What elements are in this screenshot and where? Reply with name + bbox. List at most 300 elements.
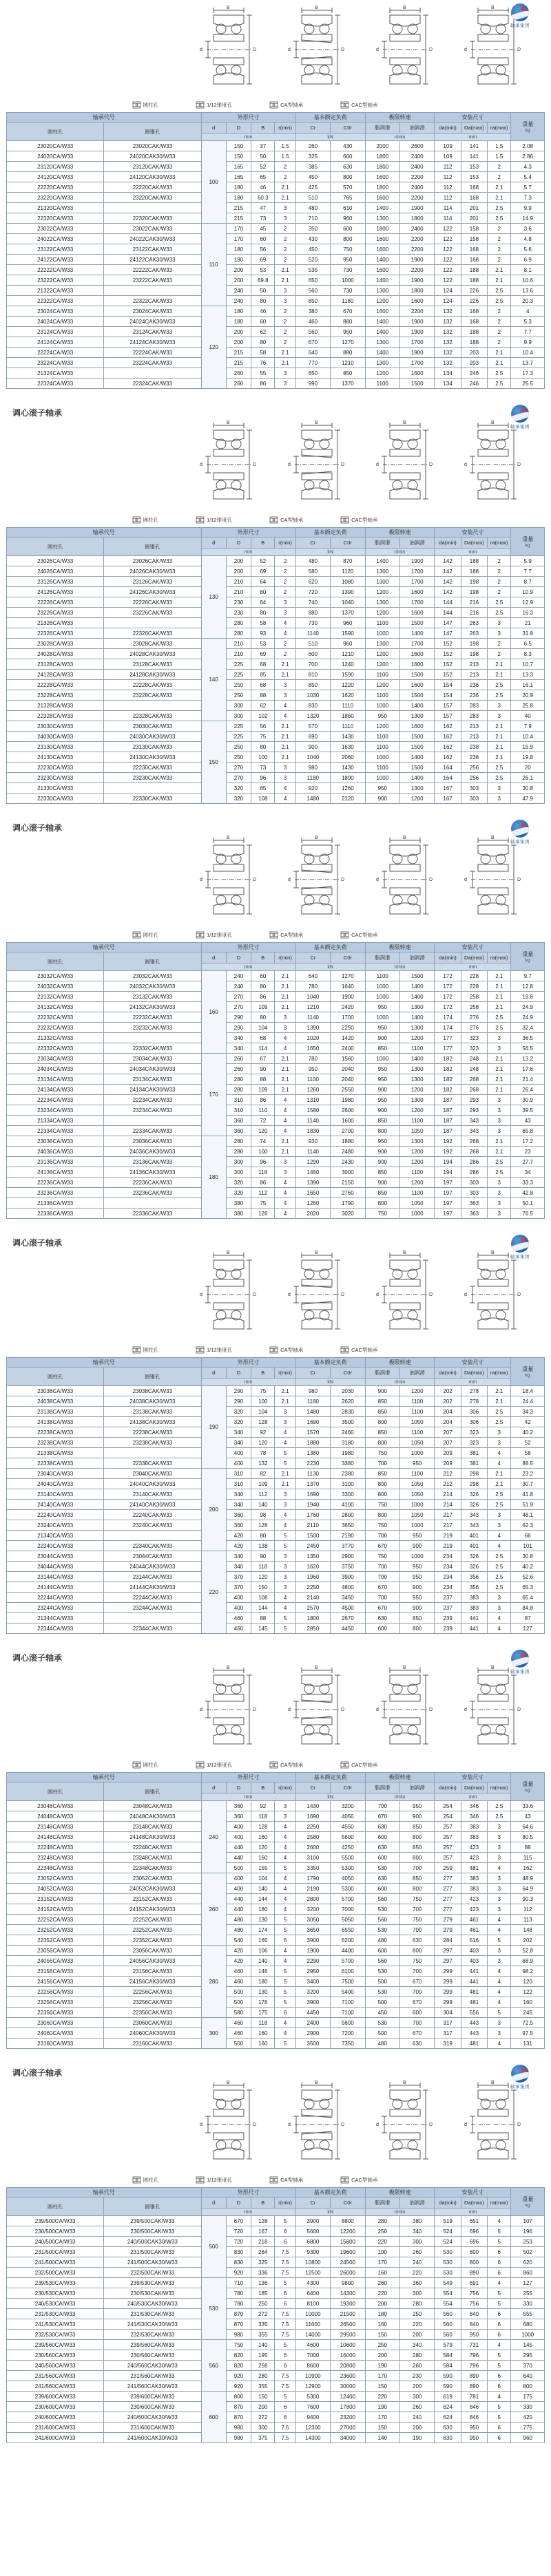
header-mount-col-0: da(min) bbox=[435, 2197, 461, 2208]
header-code-col-0: 圆柱孔 bbox=[7, 123, 104, 141]
dim-label-D: D bbox=[253, 47, 257, 52]
dim-B: 80 bbox=[251, 981, 275, 992]
header-group-row bbox=[7, 1358, 545, 1367]
weight: 52.8 bbox=[511, 1946, 545, 1956]
load-Cr: 450 bbox=[295, 172, 330, 182]
speed-oil: 200 bbox=[400, 2330, 435, 2340]
table-row bbox=[7, 2423, 545, 2433]
mount-da: 114 bbox=[435, 213, 461, 224]
mount-da: 162 bbox=[435, 752, 461, 763]
mount-ra: 3 bbox=[488, 794, 511, 804]
mount-Da: 303 bbox=[461, 1188, 487, 1198]
bearing-code-tapered bbox=[104, 1531, 201, 1541]
page-title: 调心滚子轴承 bbox=[12, 1238, 63, 1248]
load-Cr: 1570 bbox=[295, 1427, 330, 1438]
header-dim-col-0: d bbox=[201, 1367, 226, 1379]
load-C0r: 3500 bbox=[331, 1417, 365, 1427]
dim-r: 4 bbox=[275, 1116, 295, 1126]
mount-ra: 2.5 bbox=[488, 213, 511, 224]
mount-da: 237 bbox=[435, 1593, 461, 1603]
load-Cr: 2450 bbox=[295, 1541, 330, 1551]
dim-r: 7.5 bbox=[275, 2268, 295, 2278]
mount-da: 187 bbox=[435, 1116, 461, 1126]
dim-r: 5 bbox=[275, 1448, 295, 1458]
mount-da: 554 bbox=[435, 2299, 461, 2309]
mount-da: 317 bbox=[435, 2018, 461, 2028]
dim-D: 400 bbox=[226, 1448, 251, 1458]
bearing-code-tapered: 22324CAK/W33 bbox=[104, 379, 201, 389]
bearing-code-cylindrical: 22338CA/W33 bbox=[7, 1458, 104, 1469]
mount-ra: 2.1 bbox=[488, 1479, 511, 1489]
dim-D: 340 bbox=[226, 1500, 251, 1510]
bearing-code-cylindrical: 24040CA/W33 bbox=[7, 1479, 104, 1489]
speed-oil: 1000 bbox=[400, 1520, 435, 1531]
header-speed-col-1: 油润滑 bbox=[400, 537, 435, 549]
load-Cr: 2250 bbox=[295, 1822, 330, 1832]
dim-D: 280 bbox=[226, 618, 251, 628]
speed-grease: 700 bbox=[365, 1562, 399, 1572]
header-weight-unit: kg bbox=[525, 543, 530, 548]
dim-r: 2 bbox=[275, 337, 295, 348]
dim-D: 340 bbox=[226, 1489, 251, 1500]
dim-label-d: d bbox=[200, 1292, 202, 1297]
speed-grease: 750 bbox=[365, 1448, 399, 1458]
bearing-code-cylindrical: 22232CA/W33 bbox=[7, 1012, 104, 1023]
dim-D: 210 bbox=[226, 587, 251, 597]
dim-label-d: d bbox=[288, 1707, 291, 1712]
header-group-row bbox=[7, 528, 545, 537]
load-Cr: 3050 bbox=[295, 1915, 330, 1925]
header-mount-group: 安装尺寸 bbox=[435, 2188, 511, 2197]
weight: 295 bbox=[511, 2350, 545, 2361]
load-C0r: 1980 bbox=[331, 1095, 365, 1105]
speed-oil: 630 bbox=[400, 2039, 435, 2049]
load-C0r: 2480 bbox=[331, 1147, 365, 1157]
bearing-code-tapered: 22334CAK/W33 bbox=[104, 1126, 201, 1136]
table-row bbox=[7, 1904, 545, 1915]
load-Cr: 2580 bbox=[295, 1832, 330, 1842]
legend-item-1 bbox=[132, 931, 159, 939]
table-row bbox=[7, 2226, 545, 2237]
load-Cr: 2800 bbox=[295, 1894, 330, 1904]
dim-label-B: B bbox=[491, 6, 495, 10]
bearing-code-cylindrical: 23036CA/W33 bbox=[7, 1136, 104, 1147]
bearing-code-tapered: 22320CAK/W33 bbox=[104, 213, 201, 224]
dim-B: 68 bbox=[251, 659, 275, 670]
load-C0r: 3000 bbox=[331, 1167, 365, 1178]
speed-oil: 700 bbox=[400, 1987, 435, 1997]
bearing-diagram-2 bbox=[285, 1250, 349, 1339]
bearing-code-cylindrical: 23034CA/W33 bbox=[7, 1054, 104, 1064]
weight: 72.5 bbox=[511, 2018, 545, 2028]
mount-ra: 4 bbox=[488, 2392, 511, 2402]
mount-Da: 246 bbox=[461, 379, 487, 389]
mount-da: 254 bbox=[435, 1801, 461, 1811]
mount-da: 182 bbox=[435, 1085, 461, 1095]
load-C0r: 30000 bbox=[331, 2381, 365, 2392]
weight: 145 bbox=[511, 2340, 545, 2350]
dim-label-D: D bbox=[341, 462, 345, 467]
mount-ra: 2.1 bbox=[488, 659, 511, 670]
speed-oil: 1200 bbox=[400, 1157, 435, 1167]
bearing-code-cylindrical: 23144CA/W33 bbox=[7, 1572, 104, 1582]
mount-da: 279 bbox=[435, 1915, 461, 1925]
dim-D: 200 bbox=[226, 265, 251, 275]
dim-d: 240 bbox=[201, 1801, 226, 1873]
load-Cr: 810 bbox=[295, 670, 330, 680]
mount-da: 219 bbox=[435, 1531, 461, 1541]
dim-r: 2.1 bbox=[275, 275, 295, 286]
mount-ra: 4 bbox=[488, 1448, 511, 1458]
dim-B: 250 bbox=[251, 2299, 275, 2309]
table-row bbox=[7, 783, 545, 794]
dim-D: 320 bbox=[226, 1178, 251, 1188]
speed-oil: 1100 bbox=[400, 1407, 435, 1417]
bearing-code-tapered: 24040CAK30/W33 bbox=[104, 1479, 201, 1489]
load-Cr: 2140 bbox=[295, 1593, 330, 1603]
header-sub-row bbox=[7, 1782, 545, 1793]
table-row bbox=[7, 1002, 545, 1012]
speed-grease: 850 bbox=[365, 1188, 399, 1198]
mount-Da: 401 bbox=[461, 1541, 487, 1551]
mount-Da: 461 bbox=[461, 1925, 487, 1935]
speed-grease: 150 bbox=[365, 2423, 399, 2433]
dim-B: 300 bbox=[251, 2423, 275, 2433]
dim-B: 60.3 bbox=[251, 193, 275, 203]
bearing-code-tapered: 231/600CAK/W33 bbox=[104, 2423, 201, 2433]
header-dim-col-3: r(min) bbox=[275, 1782, 295, 1793]
table-row bbox=[7, 213, 545, 224]
mount-ra: 5 bbox=[488, 2402, 511, 2412]
weight: 17.6 bbox=[511, 1064, 545, 1074]
load-Cr: 380 bbox=[295, 306, 330, 317]
mount-da: 187 bbox=[435, 1095, 461, 1105]
speed-grease: 670 bbox=[365, 1541, 399, 1551]
bearing-code-tapered: 22338CAK/W33 bbox=[104, 1458, 201, 1469]
mount-da: 187 bbox=[435, 1126, 461, 1136]
bearing-code-tapered: 230/560CAK/W33 bbox=[104, 2350, 201, 2361]
bearing-code-cylindrical: 23130CA/W33 bbox=[7, 742, 104, 752]
mount-Da: 890 bbox=[461, 2381, 487, 2392]
mount-ra: 3 bbox=[488, 1033, 511, 1043]
load-Cr: 2570 bbox=[295, 1603, 330, 1613]
bearing-diagrams bbox=[6, 833, 545, 929]
weight: 620 bbox=[511, 2257, 545, 2268]
dim-r: 2.1 bbox=[275, 1386, 295, 1396]
weight: 23 bbox=[511, 1147, 545, 1157]
bearing-code-cylindrical: 23232CA/W33 bbox=[7, 1023, 104, 1033]
unit-load: kN bbox=[295, 964, 365, 971]
speed-grease: 200 bbox=[365, 2299, 399, 2309]
unit-speed: r/min bbox=[365, 2208, 435, 2216]
table-row bbox=[7, 1489, 545, 1500]
speed-grease: 1600 bbox=[365, 193, 399, 203]
dim-D: 460 bbox=[226, 1613, 251, 1624]
load-Cr: 11600 bbox=[295, 2319, 330, 2330]
mount-da: 114 bbox=[435, 203, 461, 213]
dim-label-B: B bbox=[403, 6, 406, 10]
dim-B: 335 bbox=[251, 2319, 275, 2330]
speed-oil: 300 bbox=[400, 2288, 435, 2299]
dim-label-B: B bbox=[315, 1665, 318, 1670]
bearing-code-cylindrical: 21324CA/W33 bbox=[7, 368, 104, 379]
dim-r: 3 bbox=[275, 368, 295, 379]
speed-oil: 1400 bbox=[400, 628, 435, 639]
speed-grease: 750 bbox=[365, 1209, 399, 1219]
mount-Da: 188 bbox=[461, 327, 487, 337]
load-Cr: 9300 bbox=[295, 2247, 330, 2257]
speed-grease: 170 bbox=[365, 2257, 399, 2268]
mount-da: 630 bbox=[435, 2433, 461, 2443]
bearing-code-tapered: 232/500CAK/W33 bbox=[104, 2268, 201, 2278]
bearing-code-tapered: 23044CAK/W33 bbox=[104, 1551, 201, 1562]
load-C0r: 3180 bbox=[331, 1438, 365, 1448]
mount-ra: 4 bbox=[488, 1531, 511, 1541]
catalog-section bbox=[0, 2061, 551, 2456]
table-row bbox=[7, 162, 545, 172]
dim-B: 96 bbox=[251, 1157, 275, 1167]
mount-Da: 696 bbox=[461, 2226, 487, 2237]
dim-D: 500 bbox=[226, 1987, 251, 1997]
table-row bbox=[7, 2299, 545, 2309]
bearing-code-cylindrical: 24128CA/W33 bbox=[7, 670, 104, 680]
dim-B: 128 bbox=[251, 1520, 275, 1531]
dim-d: 120 bbox=[201, 306, 226, 389]
bearing-code-tapered: 23122CAK/W33 bbox=[104, 244, 201, 255]
spec-table bbox=[6, 942, 545, 1219]
mount-Da: 403 bbox=[461, 1946, 487, 1956]
speed-grease: 630 bbox=[365, 1613, 399, 1624]
load-Cr: 10900 bbox=[295, 2371, 330, 2381]
speed-oil: 1200 bbox=[400, 1085, 435, 1095]
dim-D: 260 bbox=[226, 379, 251, 389]
bearing-code-tapered: 24052CAK30/W33 bbox=[104, 1884, 201, 1894]
dim-B: 80 bbox=[251, 296, 275, 306]
speed-grease: 950 bbox=[365, 783, 399, 794]
table-row bbox=[7, 1935, 545, 1946]
weight: 97.5 bbox=[511, 2028, 545, 2039]
dim-D: 920 bbox=[226, 2268, 251, 2278]
weight: 51.9 bbox=[511, 1500, 545, 1510]
weight: 30.8 bbox=[511, 1551, 545, 1562]
load-Cr: 3500 bbox=[295, 2039, 330, 2049]
cylindrical-bore-diagram bbox=[197, 835, 260, 924]
weight: 87 bbox=[511, 1613, 545, 1624]
bearing-code-tapered: 24132CAK30/W33 bbox=[104, 1002, 201, 1012]
bearing-section-icon bbox=[340, 2176, 349, 2184]
speed-oil: 1200 bbox=[400, 1033, 435, 1043]
dim-label-d: d bbox=[376, 462, 379, 467]
speed-oil: 950 bbox=[400, 1458, 435, 1469]
speed-oil: 260 bbox=[400, 2361, 435, 2371]
bearing-code-cylindrical: 24138CA/W33 bbox=[7, 1417, 104, 1427]
table-body bbox=[7, 971, 545, 1219]
dim-D: 280 bbox=[226, 1074, 251, 1085]
mount-da: 164 bbox=[435, 773, 461, 783]
speed-oil: 2200 bbox=[400, 306, 435, 317]
header-mount-col-1: Da(max) bbox=[461, 1367, 487, 1379]
legend-label: CAC型轴承 bbox=[351, 1761, 378, 1768]
mount-da: 560 bbox=[435, 2319, 461, 2330]
load-Cr: 1390 bbox=[295, 1178, 330, 1188]
load-C0r: 2250 bbox=[331, 1023, 365, 1033]
table-row bbox=[7, 1396, 545, 1407]
speed-oil: 280 bbox=[400, 2299, 435, 2309]
header-speed-col-1: 油润滑 bbox=[400, 1367, 435, 1379]
dim-B: 86 bbox=[251, 379, 275, 389]
catalog-section bbox=[0, 1646, 551, 2061]
mount-ra: 5 bbox=[488, 2361, 511, 2371]
speed-oil: 1050 bbox=[400, 1510, 435, 1520]
speed-oil: 1100 bbox=[400, 1188, 435, 1198]
mount-ra: 2.5 bbox=[488, 1801, 511, 1811]
dim-r: 3 bbox=[275, 763, 295, 773]
dim-r: 2 bbox=[275, 306, 295, 317]
load-C0r: 19300 bbox=[331, 2299, 365, 2309]
dim-B: 86 bbox=[251, 1095, 275, 1105]
mount-da: 257 bbox=[435, 1832, 461, 1842]
header-speed-group: 极限转速 bbox=[365, 1773, 435, 1782]
dim-D: 250 bbox=[226, 690, 251, 701]
bearing-code-tapered bbox=[104, 1448, 201, 1458]
speed-oil: 1400 bbox=[400, 752, 435, 763]
dim-D: 920 bbox=[226, 2371, 251, 2381]
bearing-code-cylindrical: 24152CA/W33 bbox=[7, 1904, 104, 1915]
legend-item-4 bbox=[340, 516, 377, 524]
dim-B: 86 bbox=[251, 992, 275, 1002]
speed-grease: 170 bbox=[365, 2412, 399, 2423]
mount-da: 297 bbox=[435, 1956, 461, 1966]
bearing-code-tapered: 23120CAK/W33 bbox=[104, 162, 201, 172]
bearing-code-tapered: 23230CAK/W33 bbox=[104, 773, 201, 783]
spec-table bbox=[6, 112, 545, 389]
bearing-code-tapered bbox=[104, 286, 201, 296]
weight: 5.7 bbox=[511, 182, 545, 193]
dim-B: 375 bbox=[251, 2433, 275, 2443]
dim-D: 440 bbox=[226, 1894, 251, 1904]
load-C0r: 730 bbox=[331, 265, 365, 275]
legend-item-3 bbox=[269, 516, 303, 524]
dim-label-B: B bbox=[227, 1250, 230, 1255]
dim-D: 980 bbox=[226, 2423, 251, 2433]
weight: 162 bbox=[511, 1863, 545, 1873]
table-row bbox=[7, 1209, 545, 1219]
mount-Da: 326 bbox=[461, 1562, 487, 1572]
mount-da: 182 bbox=[435, 1064, 461, 1074]
speed-grease: 1200 bbox=[365, 608, 399, 618]
mount-ra: 3 bbox=[488, 1853, 511, 1863]
speed-grease: 150 bbox=[365, 2381, 399, 2392]
brand-logo-mark bbox=[511, 405, 529, 423]
load-Cr: 560 bbox=[295, 286, 330, 296]
bearing-diagram-1 bbox=[197, 1665, 260, 1754]
dim-d: 140 bbox=[201, 639, 226, 721]
load-C0r: 23600 bbox=[331, 2371, 365, 2381]
bearing-diagrams bbox=[6, 1663, 545, 1759]
mount-da: 234 bbox=[435, 1582, 461, 1593]
mount-Da: 383 bbox=[461, 1822, 487, 1832]
load-Cr: 850 bbox=[295, 296, 330, 306]
dim-r: 3 bbox=[275, 608, 295, 618]
load-Cr: 730 bbox=[295, 618, 330, 628]
bearing-code-cylindrical: 23138CA/W33 bbox=[7, 1407, 104, 1417]
weight: 122 bbox=[511, 1987, 545, 1997]
dim-label-B: B bbox=[403, 835, 406, 840]
bearing-code-cylindrical: 231/500CA/W33 bbox=[7, 2247, 104, 2257]
bearing-code-tapered: 24034CAK30/W33 bbox=[104, 1064, 201, 1074]
load-Cr: 900 bbox=[295, 742, 330, 752]
table-row bbox=[7, 317, 545, 327]
mount-da: 277 bbox=[435, 1894, 461, 1904]
bearing-code-tapered: 23238CAK/W33 bbox=[104, 1438, 201, 1448]
mount-Da: 443 bbox=[461, 2018, 487, 2028]
header-weight bbox=[511, 2188, 545, 2216]
table-row bbox=[7, 701, 545, 711]
mount-Da: 298 bbox=[461, 1469, 487, 1479]
weight: 21.4 bbox=[511, 1074, 545, 1085]
dim-D: 870 bbox=[226, 2402, 251, 2412]
weight: 127 bbox=[511, 2278, 545, 2288]
weight: 43 bbox=[511, 1811, 545, 1822]
dim-B: 114 bbox=[251, 1043, 275, 1054]
mount-da: 124 bbox=[435, 286, 461, 296]
table-row bbox=[7, 763, 545, 773]
dim-r: 3 bbox=[275, 1417, 295, 1427]
load-Cr: 3650 bbox=[295, 1925, 330, 1935]
load-Cr: 12900 bbox=[295, 2381, 330, 2392]
speed-grease: 560 bbox=[365, 1915, 399, 1925]
speed-grease: 1200 bbox=[365, 680, 399, 690]
bearing-section-icon bbox=[196, 1346, 205, 1354]
load-Cr: 8100 bbox=[295, 2299, 330, 2309]
bearing-diagram-2 bbox=[285, 1665, 349, 1754]
load-C0r: 1370 bbox=[331, 608, 365, 618]
mount-da: 519 bbox=[435, 2216, 461, 2226]
speed-grease: 700 bbox=[365, 1531, 399, 1541]
weight: 640 bbox=[511, 2371, 545, 2381]
mount-Da: 283 bbox=[461, 701, 487, 711]
dim-r: 3 bbox=[275, 1801, 295, 1811]
speed-grease: 1600 bbox=[365, 244, 399, 255]
table-row bbox=[7, 2018, 545, 2028]
dim-D: 210 bbox=[226, 639, 251, 649]
logo-dot-shape bbox=[521, 823, 526, 827]
mount-ra: 2.5 bbox=[488, 773, 511, 783]
mount-da: 584 bbox=[435, 2350, 461, 2361]
load-C0r: 7500 bbox=[331, 1977, 365, 1987]
speed-oil: 900 bbox=[400, 1603, 435, 1613]
dim-r: 4 bbox=[275, 1853, 295, 1863]
page-title: 调心滚子轴承 bbox=[12, 823, 63, 833]
bearing-code-tapered: 22224CAK/W33 bbox=[104, 348, 201, 358]
dim-r: 6 bbox=[275, 2226, 295, 2237]
speed-grease: 1000 bbox=[365, 628, 399, 639]
dim-d: 600 bbox=[201, 2392, 226, 2443]
dim-r: 2 bbox=[275, 649, 295, 659]
tapered-bore-diagram bbox=[285, 421, 349, 509]
table-row bbox=[7, 1479, 545, 1489]
tapered-bore-diagram bbox=[285, 835, 349, 924]
bearing-code-tapered: 24038CAK30/W33 bbox=[104, 1396, 201, 1407]
speed-oil: 1700 bbox=[400, 358, 435, 368]
dim-D: 460 bbox=[226, 1977, 251, 1987]
header-code-col-1: 圆锥孔 bbox=[104, 537, 201, 556]
dim-D: 300 bbox=[226, 701, 251, 711]
bearing-code-tapered: 22244CAK/W33 bbox=[104, 1593, 201, 1603]
spec-table bbox=[6, 1357, 545, 1634]
dim-B: 65 bbox=[251, 172, 275, 182]
header-mount-group: 安装尺寸 bbox=[435, 1358, 511, 1367]
